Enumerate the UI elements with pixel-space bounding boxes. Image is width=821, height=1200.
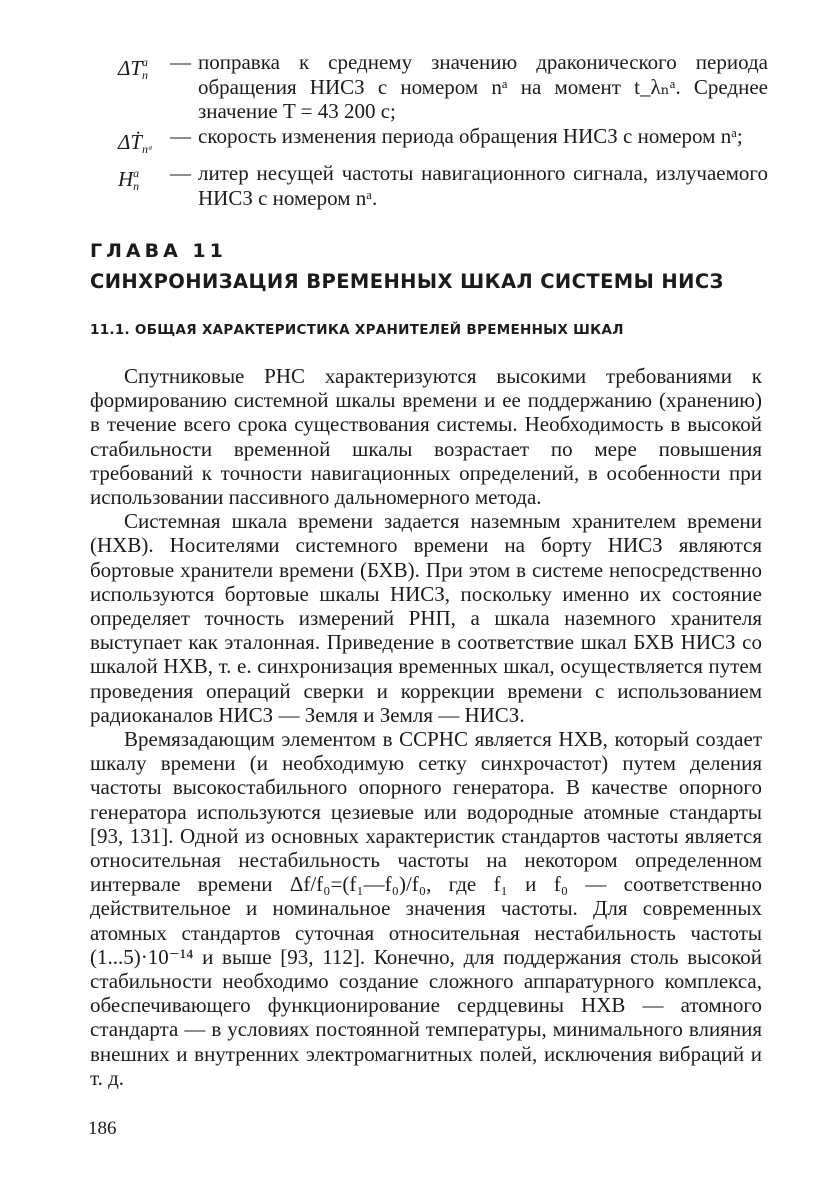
definition-dash: — xyxy=(170,123,191,148)
definition-symbol: $H_n^a$ xyxy=(118,166,140,193)
chapter-label: ГЛАВА 11 xyxy=(90,240,227,262)
definition-dash: — xyxy=(170,161,191,185)
definition-text: скорость изменения периода обращения НИСЗ с номером nᵃ; xyxy=(198,123,743,148)
paragraph: Системная шкала времени задается наземным хранителем времени (НХВ). Носителями системного времени на борту НИСЗ являются бортовые хранители времени (БХВ). При этом в системе непосредственно используются бортовые шкалы НИСЗ, поскольку именно их состояние определяет точность измерений РНП, а шкала наземного хранителя выступает как эталонная. Приведение в соответствие шкал БХВ НИСЗ со шкалой НХВ, т. е. синхронизация временных шкал, осуществляется путем проведения операций сверки и коррекции времени с использованием радиоканалов НИСЗ — Земля и Земля — НИСЗ. xyxy=(90,509,762,727)
chapter-title: СИНХРОНИЗАЦИЯ ВРЕМЕННЫХ ШКАЛ СИСТЕМЫ НИСЗ xyxy=(90,270,724,293)
definition-dash: — xyxy=(170,50,191,74)
definition-item xyxy=(118,161,768,210)
page-number: 186 xyxy=(88,1118,117,1139)
definition-item xyxy=(118,124,768,162)
definition-symbol: ΔṪ$_{nᵃ}$ xyxy=(118,129,153,156)
definitions-list xyxy=(118,50,768,210)
paragraph: Времязадающим элементом в ССРНС является НХВ, который создает шкалу времени (и необходимую сетку синхрочастот) путем деления частоты высокостабильного опорного генератора. В качестве опорного генератора используются цезиевые или водородные атомные стандарты [93, 131]. Одной из основных характеристик стандартов частоты является относительная нестабильность частоты на некотором определенном интервале времени Δf/f₀=(f₁—f₀)/f₀, где f₁ и f₀ — соответственно действительное и номинальное значения частоты. Для современных атомных стандартов суточная относительная нестабильность частоты (1...5)·10⁻¹⁴ и выше [93, 112]. Конечно, для поддержания столь высокой стабильности необходимо создание сложного аппаратурного комплекса, обеспечивающего функционирование сердцевины НХВ — атомного стандарта — в условиях постоянной температуры, минимального влияния внешних и внутренних электромагнитных полей, исключения вибраций и т. д. xyxy=(90,727,762,1090)
body-text xyxy=(90,364,762,1090)
section-title: 11.1. ОБЩАЯ ХАРАКТЕРИСТИКА ХРАНИТЕЛЕЙ ВРЕМЕННЫХ ШКАЛ xyxy=(90,322,624,338)
definition-text: литер несущей частоты навигационного сигнала, излучаемого НИСЗ с номером nᵃ. xyxy=(198,161,768,210)
definition-text: поправка к среднему значению драконического периода обращения НИСЗ с номером nᵃ на момент t_λₙᵃ. Среднее значение T = 43 200 с; xyxy=(198,50,768,123)
definition-item xyxy=(118,50,768,124)
definition-symbol: $\Delta T_n^a$ xyxy=(118,55,149,82)
paragraph: Спутниковые РНС характеризуются высокими требованиями к формированию системной шкалы времени и ее поддержанию (хранению) в течение всего срока существования системы. Необходимость в высокой стабильности временной шкалы возрастает по мере повышения требований к точности навигационных определений, в особенности при использовании пассивного дальномерного метода. xyxy=(90,364,762,510)
